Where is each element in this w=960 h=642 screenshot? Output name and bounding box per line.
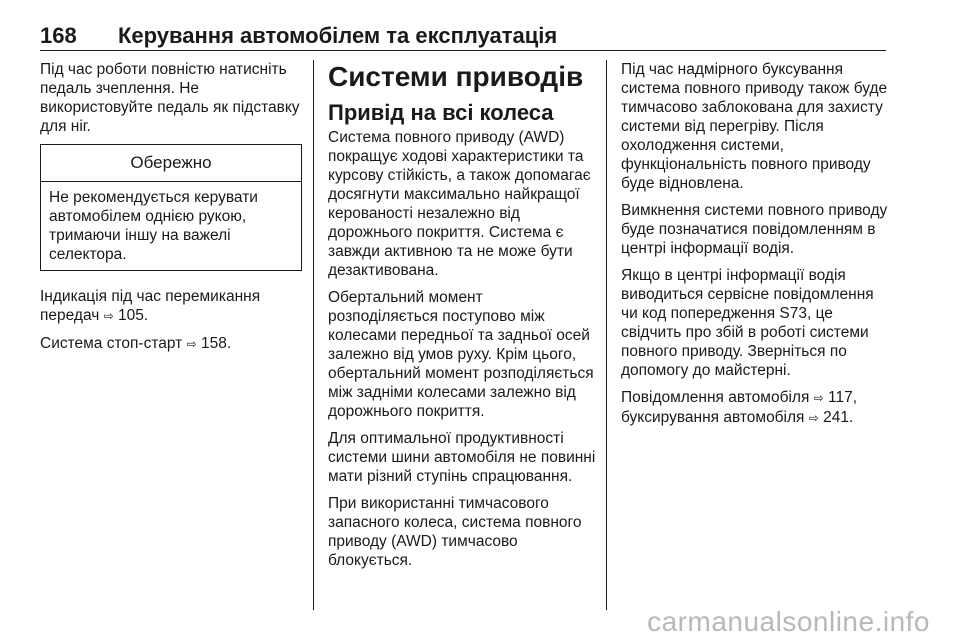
paragraph: Система повного приводу (AWD) покращує ходові характеристики та курсову стійкість, а також допомагає досягнути максимально найкращої керованості незалежно від дорожнього покриття. Система є завжди активною та не може бути дезактивована. (328, 129, 591, 279)
page-number: 168 (40, 23, 77, 48)
arrow-reference-icon[interactable]: ⇨ (808, 411, 819, 425)
page-reference[interactable]: 158. (200, 335, 232, 352)
paragraph (40, 334, 302, 354)
column-divider (606, 60, 607, 610)
page-header (40, 22, 886, 51)
watermark: carmanualsonline.info (647, 606, 930, 637)
column-middle (328, 60, 596, 578)
paragraph: Вимкнення системи повного приводу буде позначатися повідомленням в центрі інформації водія. (621, 202, 888, 257)
reference-text: буксирування автомобіля (621, 409, 805, 426)
arrow-reference-icon[interactable]: ⇨ (186, 337, 197, 351)
chapter-title: Керування автомобілем та експлуатація (118, 23, 558, 48)
reference-text: Повідомлення автомобіля (621, 389, 810, 406)
arrow-reference-icon[interactable]: ⇨ (103, 309, 114, 323)
caution-title: Обережно (41, 145, 301, 182)
reference-text: Система стоп-старт (40, 335, 183, 352)
caution-box (40, 144, 302, 271)
section-title: Системи приводів (328, 61, 584, 92)
caution-text: Не рекомендується керувати автомобілем однією рукою, тримаючи іншу на важелі селектора. (49, 189, 258, 263)
page-reference[interactable]: 105. (118, 307, 149, 324)
paragraph: Для оптимальної продуктивності системи шини автомобіля не повинні мати різний ступінь спрацювання. (328, 430, 596, 485)
paragraph: Під час надмірного буксування система повного приводу також буде тимчасово заблокована для захисту системи від перегріву. Після охолодження системи, функціональність повного приводу буде відновлена. (621, 61, 888, 192)
page-reference[interactable]: 241. (823, 409, 854, 426)
paragraph (40, 287, 302, 326)
column-right (621, 60, 891, 436)
paragraph: Якщо в центрі інформації водія виводиться сервісне повідомлення чи код попередження S73, це свідчить про збій в роботі системи повного приводу. Зверніться по допомогу до майстерні. (621, 267, 874, 379)
reference-text: Індикація під час перемикання передач (40, 288, 261, 324)
column-divider (313, 60, 314, 610)
arrow-reference-icon[interactable]: ⇨ (813, 391, 824, 405)
paragraph: При використанні тимчасового запасного колеса, система повного приводу (AWD) тимчасово блокується. (328, 495, 582, 569)
paragraph (621, 388, 891, 428)
paragraph: Обертальний момент розподіляється поступово між колесами передньої та задньої осей залежно від умов руху. Крім цього, обертальний момент розподіляється між задніми колесами залежно від дорожнього покриття. (328, 289, 594, 420)
subsection-title: Привід на всі колеса (328, 100, 554, 125)
column-left (40, 60, 302, 362)
paragraph: Під час роботи повністю натисніть педаль зчеплення. Не використовуйте педаль як підставку для ніг. (40, 61, 300, 135)
page-reference[interactable]: 117, (828, 389, 858, 406)
